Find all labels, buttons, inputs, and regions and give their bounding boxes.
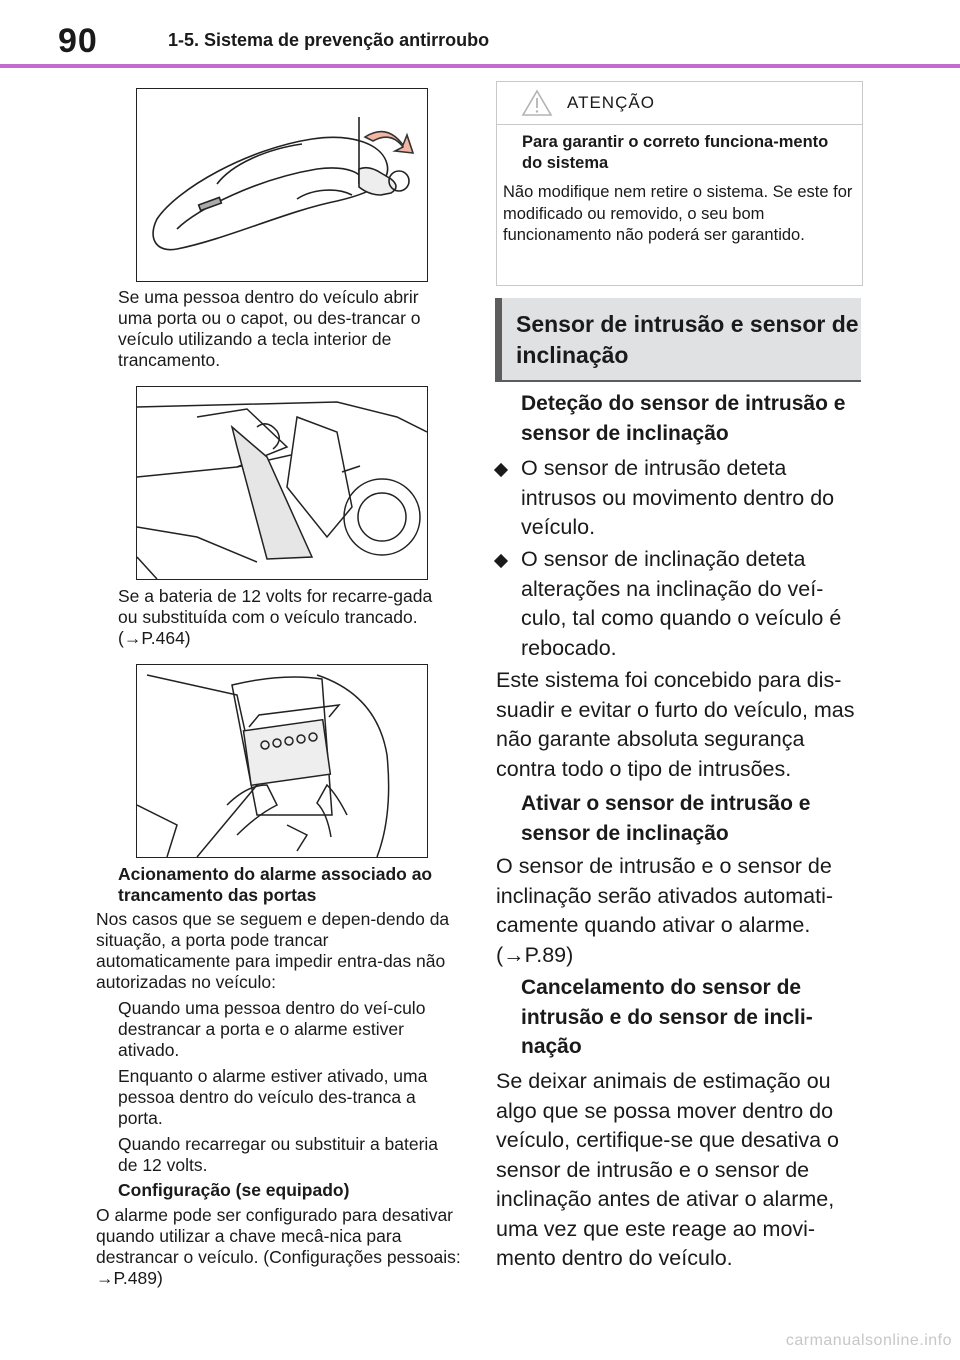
header-rule: [0, 64, 960, 68]
heading-door-lock-alarm: Acionamento do alarme associado ao trancamento das portas: [118, 864, 433, 905]
bullet-diamond-icon: [494, 554, 508, 568]
bullet-text: O sensor de inclinação deteta alterações na inclinação do veí-culo, tal como quando o veículo é rebocado.: [521, 547, 842, 660]
heading-configuration: Configuração (se equipado): [118, 1180, 350, 1200]
subheading-activate: Ativar o sensor de intrusão e sensor de inclinação: [521, 792, 811, 845]
warning-subtitle: Para garantir o correto funciona-mento do sistema: [522, 133, 829, 172]
caption-battery: Se a bateria de 12 volts for recarre-gada ou substituída com o veículo trancado. (→P.464): [118, 586, 433, 648]
page-number: 90: [58, 22, 98, 60]
warning-box: [496, 81, 863, 286]
section-title: 1-5. Sistema de prevenção antirroubo: [168, 30, 490, 50]
paragraph-activate: O sensor de intrusão e o sensor de inclinação serão ativados automati-camente quando ativar o alarme. (→P.89): [496, 854, 834, 967]
subheading-detection: Deteção do sensor de intrusão e sensor de inclinação: [521, 392, 846, 445]
battery-replacement-illustration: [136, 664, 428, 858]
door-handle-illustration: [136, 88, 428, 282]
subheading-cancel: Cancelamento do sensor de intrusão e do sensor de incli-nação: [521, 976, 813, 1058]
warning-title: ATENÇÃO: [567, 93, 655, 112]
paragraph-purpose: Este sistema foi concebido para dis-suadir e evitar o furto do veículo, mas não garante absoluta segurança contra todo o tipo de intrusões.: [496, 668, 855, 781]
paragraph-door-lock-alarm: Nos casos que se seguem e depen-dendo da situação, a porta pode trancar automaticamente para impedir entra-das não autorizadas no veículo:: [96, 909, 450, 992]
warning-triangle-icon: [521, 89, 553, 117]
bullet-text: O sensor de intrusão deteta intrusos ou movimento dentro do veículo.: [521, 456, 835, 539]
paragraph-configuration: O alarme pode ser configurado para desativar quando utilizar a chave mecâ-nica para destrancar o veículo. (Configurações pessoais: →P.489): [96, 1205, 461, 1288]
section-heading-band: [495, 298, 861, 382]
paragraph-cancel: Se deixar animais de estimação ou algo que se possa mover dentro do veículo, certifique-se que desativa o sensor de intrusão e o sensor de inclinação antes de ativar o alarme, uma vez que este reage ao movi-mento dentro do veículo.: [496, 1069, 840, 1270]
warning-body: Não modifique nem retire o sistema. Se este for modificado ou removido, o seu bom funcionamento não poderá ser garantido.: [503, 183, 853, 244]
bullet-item: [496, 454, 861, 543]
bullet-item: [496, 545, 861, 663]
watermark: carmanualsonline.info: [785, 1332, 952, 1349]
bullet-diamond-icon: [494, 463, 508, 477]
car-open-door-illustration: [136, 386, 428, 580]
list-item: Enquanto o alarme estiver ativado, uma pessoa dentro do veículo des-tranca a porta.: [118, 1066, 428, 1128]
list-item: Quando uma pessoa dentro do veí-culo destrancar a porta e o alarme estiver ativado.: [118, 998, 426, 1060]
caption-door: Se uma pessoa dentro do veículo abrir uma porta ou o capot, ou des-trancar o veículo utilizando a tecla interior de trancamento.: [118, 287, 421, 370]
section-heading: Sensor de intrusão e sensor de inclinação: [516, 311, 859, 368]
list-item: Quando recarregar ou substituir a bateria de 12 volts.: [118, 1134, 439, 1175]
